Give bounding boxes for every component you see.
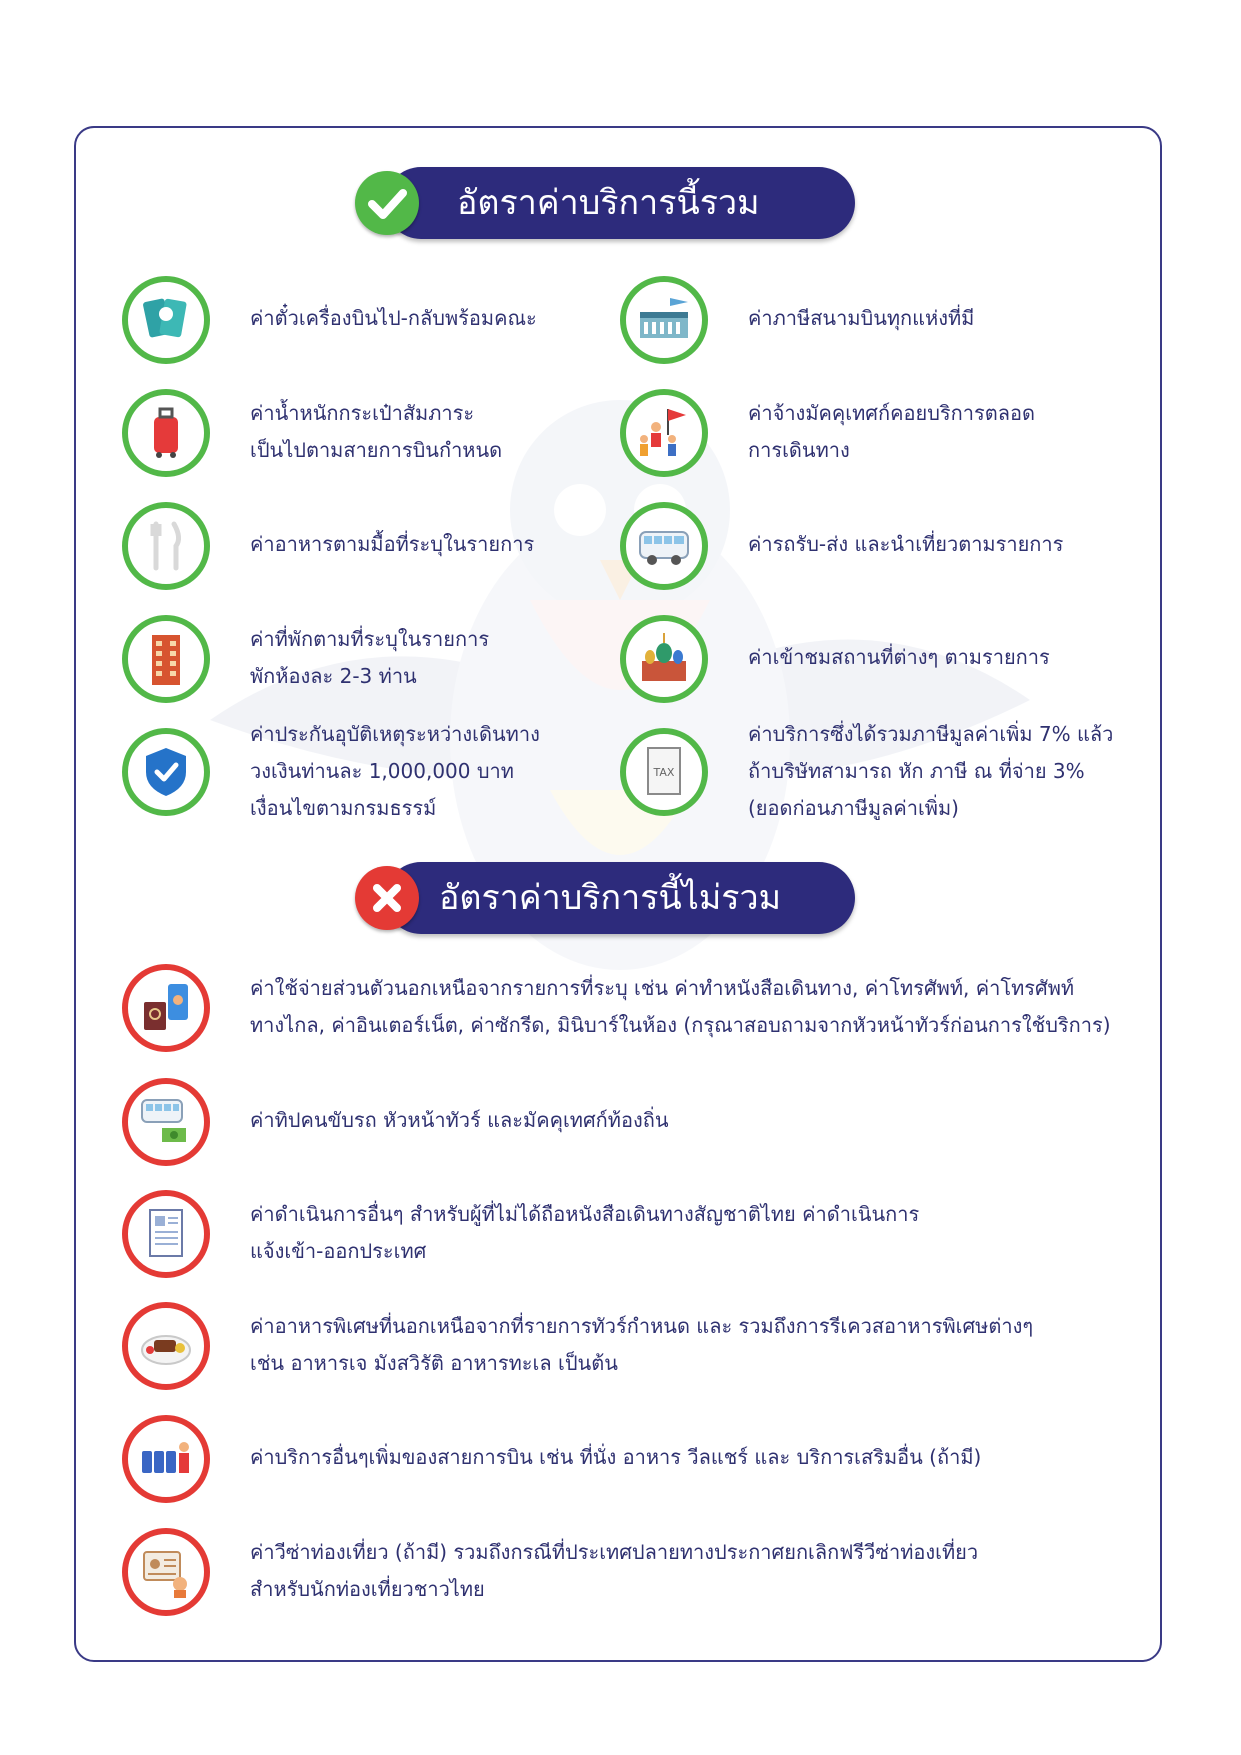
included-text: ค่าอาหารตามมื้อที่ระบุในรายการ [250,532,535,556]
ticket-icon [122,276,210,364]
check-icon [355,171,419,235]
landmark-icon [620,615,708,703]
included-text: ค่าภาษีสนามบินทุกแห่งที่มี [748,306,975,330]
included-text: (ยอดก่อนภาษีมูลค่าเพิ่ม) [748,796,959,820]
included-text: การเดินทาง [748,438,850,462]
included-title: อัตราค่าบริการนี้รวม [457,183,760,223]
airport-icon [620,276,708,364]
included-text: วงเงินท่านละ 1,000,000 บาท [250,759,514,783]
visa-icon [122,1528,210,1616]
cutlery-icon [122,502,210,590]
excluded-text: สำหรับนักท่องเที่ยวชาวไทย [250,1577,485,1601]
included-text: เป็นไปตามสายการบินกำหนด [250,438,503,462]
airline-seat-icon [122,1415,210,1503]
special-meal-icon [122,1302,210,1390]
excluded-text: ค่าดำเนินการอื่นๆ สำหรับผู้ที่ไม่ได้ถือหนังสือเดินทางสัญชาติไทย ค่าดำเนินการ [250,1202,920,1226]
hotel-icon [122,615,210,703]
tax-document-icon [620,728,708,816]
included-text: ค่าจ้างมัคคุเทศก์คอยบริการตลอด [748,401,1035,425]
bus-icon [620,502,708,590]
excluded-text: ค่าวีซ่าท่องเที่ยว (ถ้ามี) รวมถึงกรณีที่ประเทศปลายทางประกาศยกเลิกฟรีวีซ่าท่องเที่ยว [250,1540,979,1564]
included-text: เงื่อนไขตามกรมธรรม์ [250,796,437,820]
tax-label: TAX [653,766,675,779]
included-text: ค่าบริการซึ่งได้รวมภาษีมูลค่าเพิ่ม 7% แล้ว [748,722,1114,746]
shield-icon [122,728,210,816]
excluded-text: ทางไกล, ค่าอินเตอร์เน็ต, ค่าซักรีด, มินิบาร์ในห้อง (กรุณาสอบถามจากหัวหน้าทัวร์ก่อนการใช้บริการ) [250,1013,1111,1037]
included-banner [355,167,855,239]
included-text: พักห้องละ 2-3 ท่าน [250,664,417,688]
excluded-title: อัตราค่าบริการนี้ไม่รวม [439,878,781,918]
excluded-text: ค่าใช้จ่ายส่วนตัวนอกเหนือจากรายการที่ระบุ เช่น ค่าทำหนังสือเดินทาง, ค่าโทรศัพท์, ค่าโทรศัพท์ [250,976,1075,1000]
excluded-banner [355,862,855,934]
passport-phone-icon [122,964,210,1052]
included-text: ค่าน้ำหนักกระเป๋าสัมภาระ [250,401,475,425]
excluded-text: แจ้งเข้า-ออกประเทศ [250,1239,427,1263]
included-text: ค่าตั๋วเครื่องบินไป-กลับพร้อมคณะ [250,306,537,330]
included-text: ค่าเข้าชมสถานที่ต่างๆ ตามรายการ [748,645,1050,669]
document-form-icon [122,1190,210,1278]
cross-icon [355,866,419,930]
included-text: ถ้าบริษัทสามารถ หัก ภาษี ณ ที่จ่าย 3% [748,759,1085,783]
included-text: ค่าประกันอุบัติเหตุระหว่างเดินทาง [250,722,540,746]
luggage-icon [122,389,210,477]
excluded-text: ค่าอาหารพิเศษที่นอกเหนือจากที่รายการทัวร์กำหนด และ รวมถึงการรีเควสอาหารพิเศษต่างๆ [250,1314,1034,1338]
included-text: ค่ารถรับ-ส่ง และนำเที่ยวตามรายการ [748,532,1064,556]
included-text: ค่าที่พักตามที่ระบุในรายการ [250,627,490,651]
excluded-text: เช่น อาหารเจ มังสวิรัติ อาหารทะเล เป็นต้น [250,1351,618,1375]
excluded-text: ค่าทิปคนขับรถ หัวหน้าทัวร์ และมัคคุเทศก์ท้องถิ่น [250,1108,669,1132]
tour-guide-icon [620,389,708,477]
excluded-text: ค่าบริการอื่นๆเพิ่มของสายการบิน เช่น ที่นั่ง อาหาร วีลแชร์ และ บริการเสริมอื่น (ถ้ามี) [250,1445,982,1469]
tip-bus-icon [122,1078,210,1166]
